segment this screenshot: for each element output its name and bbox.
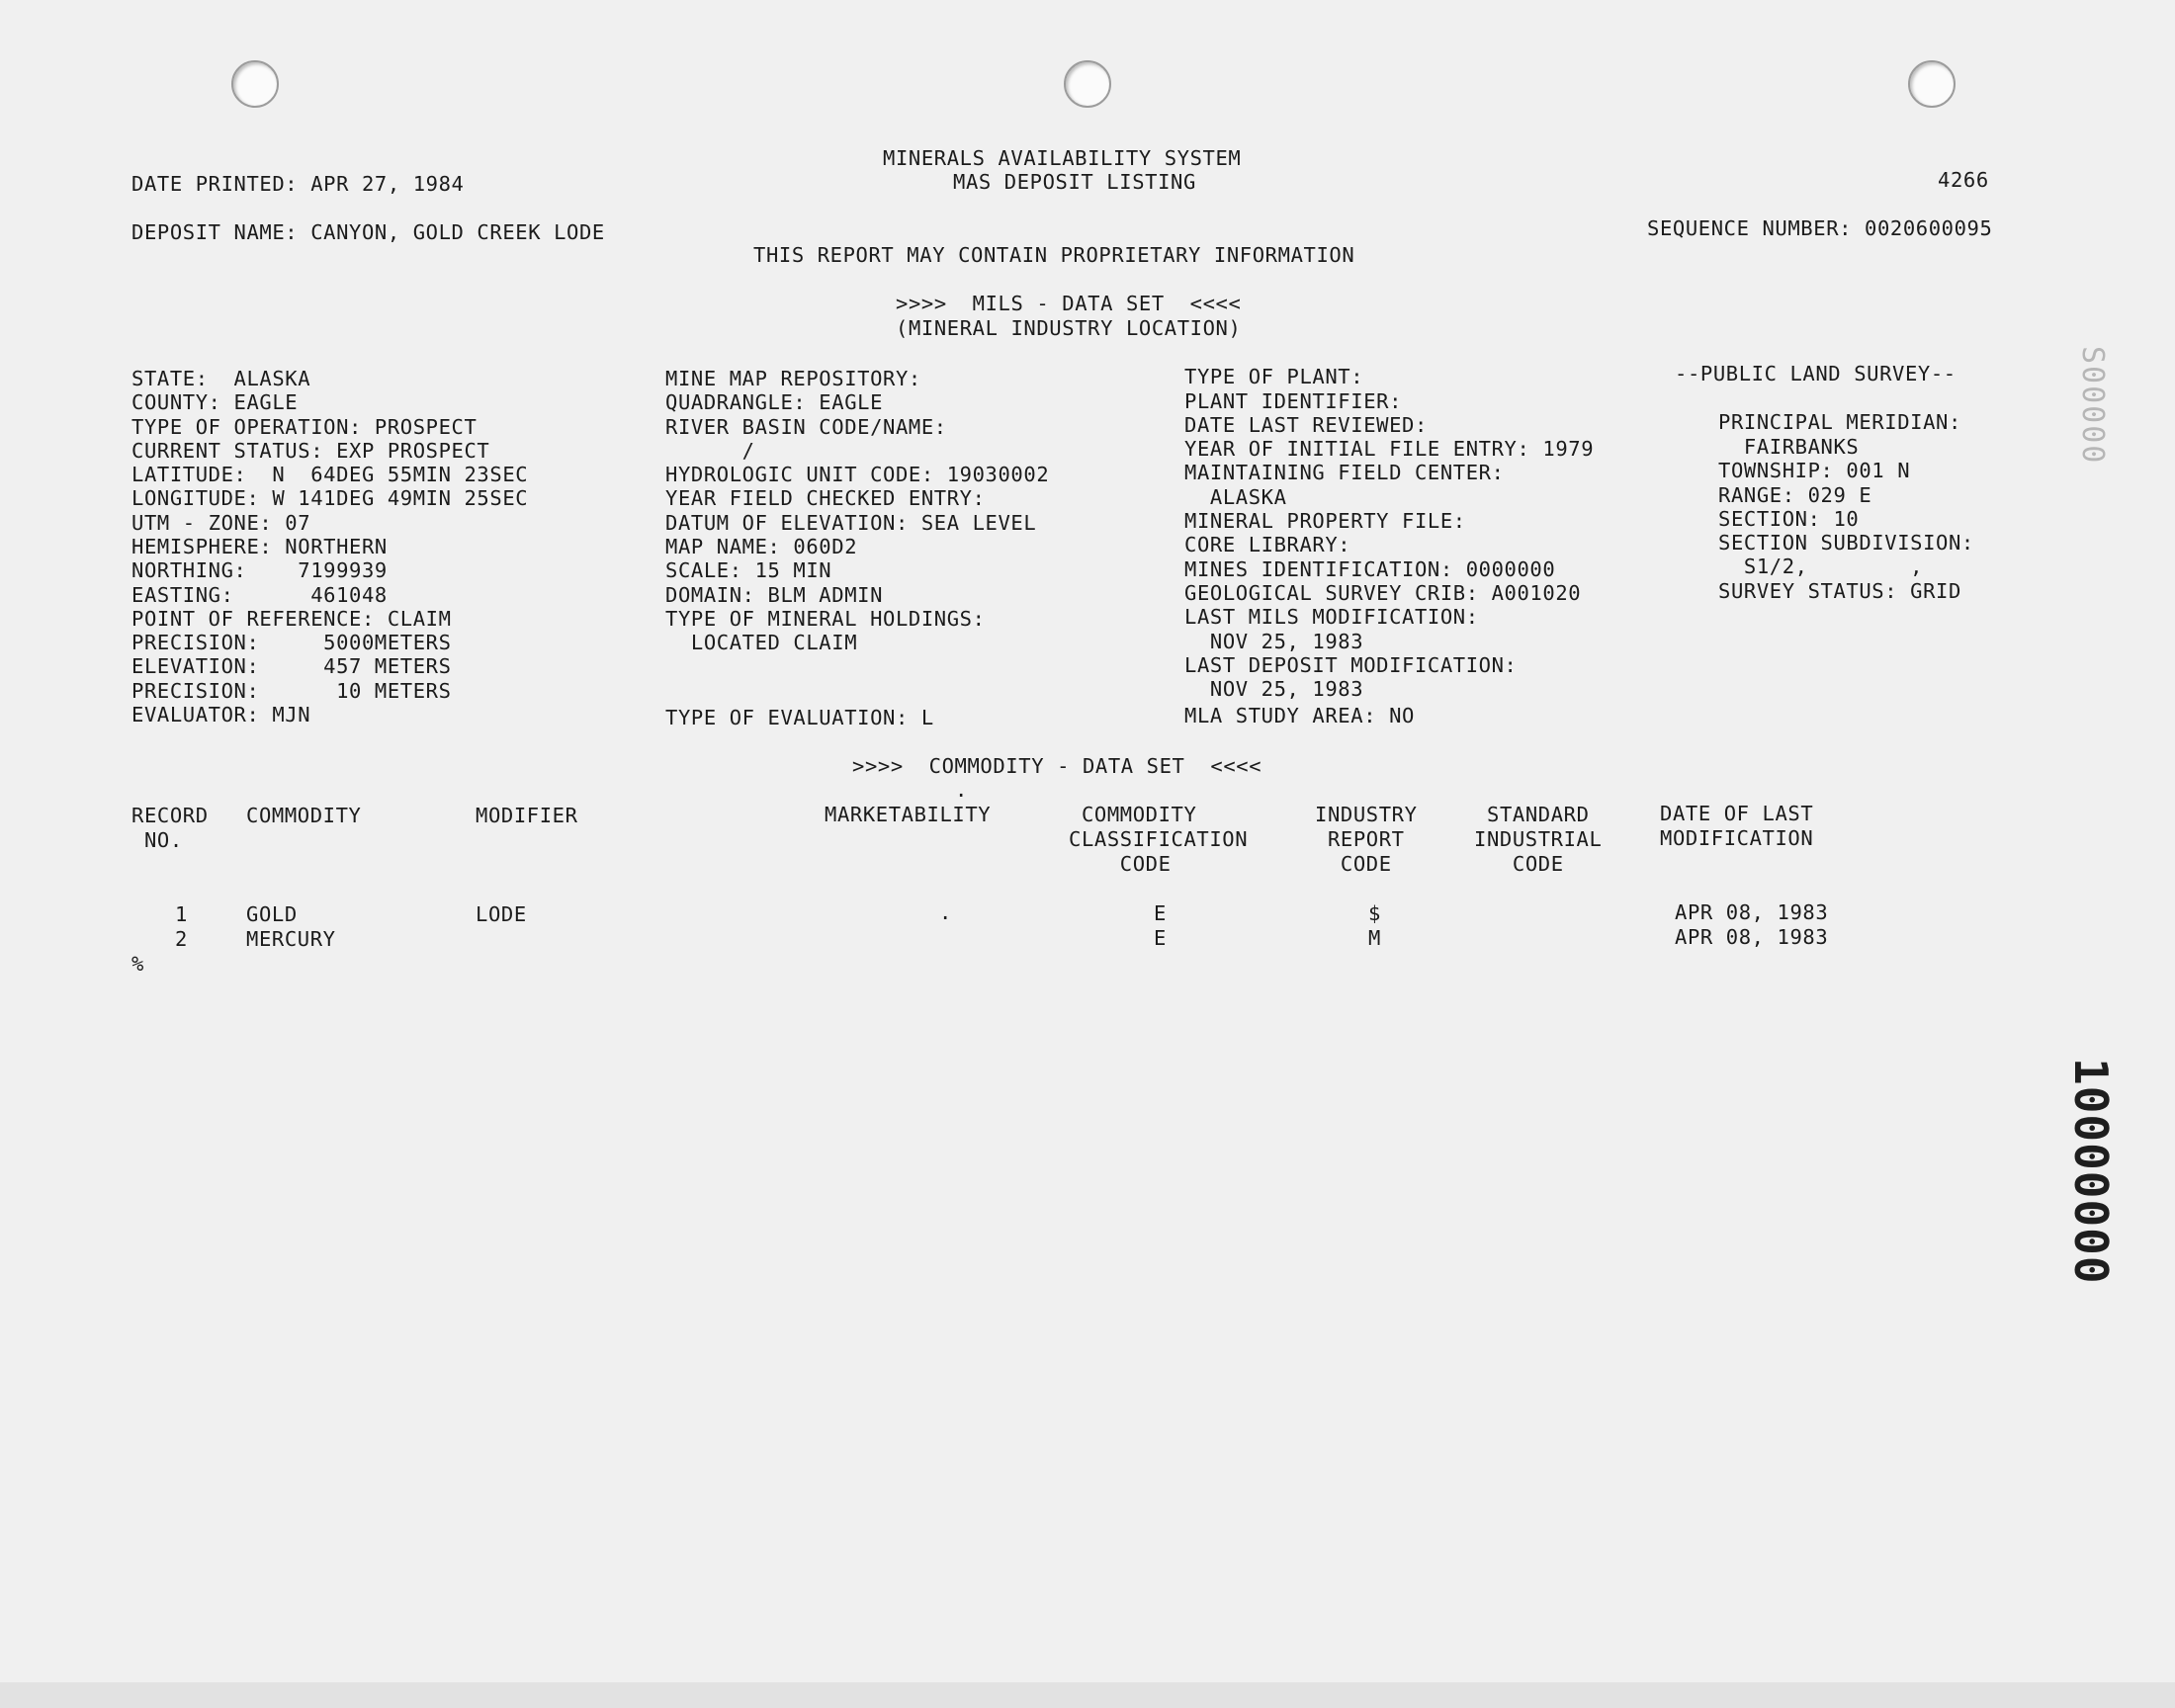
header-date-1: DATE OF LAST [1660,802,1814,825]
field-mineral-holdings: TYPE OF MINERAL HOLDINGS: [665,607,986,631]
field-type-of-evaluation: TYPE OF EVALUATION: L [665,706,934,729]
field-hemisphere: HEMISPHERE: NORTHERN [131,535,388,558]
field-geological-survey-crib: GEOLOGICAL SURVEY CRIB: A001020 [1184,581,1582,605]
row-marketability: . [939,900,952,924]
field-principal-meridian: PRINCIPAL MERIDIAN: [1718,410,1961,434]
header-marketability: MARKETABILITY [825,803,992,826]
row-industry: $ [1368,901,1381,925]
page-number: 4266 [1938,168,1989,192]
sequence-number: SEQUENCE NUMBER: 0020600095 [1647,216,1993,240]
field-year-field-checked: YEAR FIELD CHECKED ENTRY: [665,486,986,510]
header-date-2: MODIFICATION [1660,826,1814,850]
field-precision-location: PRECISION: 5000METERS [131,631,452,654]
field-state: STATE: ALASKA [131,367,311,390]
header-industry-1: INDUSTRY [1315,803,1418,826]
header-sic-1: STANDARD [1487,803,1590,826]
field-domain: DOMAIN: BLM ADMIN [665,583,884,607]
field-section-subdivision-value: S1/2, , [1718,555,1924,578]
punch-hole-right [1908,60,1956,108]
header-commodity: COMMODITY [246,804,362,827]
field-elevation: ELEVATION: 457 METERS [131,654,452,678]
stray-dot: . [955,778,968,802]
field-date-last-reviewed: DATE LAST REVIEWED: [1184,413,1428,437]
field-mineral-holdings-value: LOCATED CLAIM [665,631,858,654]
field-mineral-property-file: MINERAL PROPERTY FILE: [1184,509,1466,533]
field-survey-status: SURVEY STATUS: GRID [1718,579,1961,603]
field-scale: SCALE: 15 MIN [665,558,832,582]
punch-hole-center [1064,60,1111,108]
header-classification-2: CLASSIFICATION [1069,827,1249,851]
field-northing: NORTHING: 7199939 [131,558,388,582]
scan-edge [0,1682,2175,1708]
field-quadrangle: QUADRANGLE: EAGLE [665,390,884,414]
end-marker: % [131,952,144,976]
header-modifier: MODIFIER [476,804,578,827]
field-mines-identification: MINES IDENTIFICATION: 0000000 [1184,557,1556,581]
deposit-name: DEPOSIT NAME: CANYON, GOLD CREEK LODE [131,220,605,244]
margin-stamp-top: S00000 [2075,346,2110,466]
proprietary-notice: THIS REPORT MAY CONTAIN PROPRIETARY INFORMATION [753,243,1355,267]
row-industry: M [1368,926,1381,950]
field-easting: EASTING: 461048 [131,583,388,607]
field-hydrologic-unit-code: HYDROLOGIC UNIT CODE: 19030002 [665,463,1050,486]
field-township: TOWNSHIP: 001 N [1718,459,1911,482]
field-type-of-operation: TYPE OF OPERATION: PROSPECT [131,415,478,439]
row-date: APR 08, 1983 [1675,900,1829,924]
field-range: RANGE: 029 E [1718,483,1872,507]
header-industry-2: REPORT [1315,827,1405,851]
field-datum-of-elevation: DATUM OF ELEVATION: SEA LEVEL [665,511,1037,535]
row-date: APR 08, 1983 [1675,925,1829,949]
field-precision-elevation: PRECISION: 10 METERS [131,679,452,703]
field-principal-meridian-value: FAIRBANKS [1718,435,1860,459]
field-latitude: LATITUDE: N 64DEG 55MIN 23SEC [131,463,529,486]
field-last-deposit-modification-value: NOV 25, 1983 [1184,677,1364,701]
mils-section-title: >>>> MILS - DATA SET <<<< [896,292,1242,315]
date-printed: DATE PRINTED: APR 27, 1984 [131,172,465,196]
header-sic-3: CODE [1487,852,1564,876]
row-commodity: GOLD [246,902,298,926]
field-section-subdivision: SECTION SUBDIVISION: [1718,531,1974,555]
field-last-mils-modification: LAST MILS MODIFICATION: [1184,605,1479,629]
field-section: SECTION: 10 [1718,507,1860,531]
punch-hole-left [231,60,279,108]
header-sic-2: INDUSTRIAL [1474,827,1603,851]
system-title: MINERALS AVAILABILITY SYSTEM [883,146,1242,170]
field-core-library: CORE LIBRARY: [1184,533,1351,556]
commodity-section-title: >>>> COMMODITY - DATA SET <<<< [852,754,1262,778]
listing-title: MAS DEPOSIT LISTING [953,170,1196,194]
header-record-no: NO. [131,828,183,852]
header-classification-3: CODE [1069,852,1172,876]
field-mla-study-area: MLA STUDY AREA: NO [1184,704,1415,727]
row-record: 2 [175,927,188,951]
field-point-of-reference: POINT OF REFERENCE: CLAIM [131,607,452,631]
row-modifier: LODE [476,902,527,926]
field-map-name: MAP NAME: 060D2 [665,535,858,558]
header-classification-1: COMMODITY [1069,803,1197,826]
field-last-mils-modification-value: NOV 25, 1983 [1184,630,1364,653]
row-record: 1 [175,902,188,926]
row-commodity: MERCURY [246,927,336,951]
header-industry-3: CODE [1315,852,1392,876]
field-last-deposit-modification: LAST DEPOSIT MODIFICATION: [1184,653,1518,677]
field-year-initial-entry: YEAR OF INITIAL FILE ENTRY: 1979 [1184,437,1595,461]
field-river-basin-value: / [665,439,755,463]
header-record: RECORD [131,804,209,827]
field-longitude: LONGITUDE: W 141DEG 49MIN 25SEC [131,486,529,510]
public-land-survey-title: --PUBLIC LAND SURVEY-- [1675,362,1957,385]
row-classification: E [1154,901,1167,925]
field-evaluator: EVALUATOR: MJN [131,703,311,726]
field-plant-identifier: PLANT IDENTIFIER: [1184,389,1403,413]
field-river-basin: RIVER BASIN CODE/NAME: [665,415,947,439]
field-maintaining-center: MAINTAINING FIELD CENTER: [1184,461,1505,484]
field-utm-zone: UTM - ZONE: 07 [131,511,311,535]
field-maintaining-center-value: ALASKA [1184,485,1287,509]
field-current-status: CURRENT STATUS: EXP PROSPECT [131,439,490,463]
field-county: COUNTY: EAGLE [131,390,299,414]
row-classification: E [1154,926,1167,950]
mils-section-subtitle: (MINERAL INDUSTRY LOCATION) [896,316,1242,340]
field-type-of-plant: TYPE OF PLANT: [1184,365,1364,388]
margin-stamp-bottom: 10000000 [2064,1058,2118,1285]
field-mine-map-repository: MINE MAP REPOSITORY: [665,367,921,390]
